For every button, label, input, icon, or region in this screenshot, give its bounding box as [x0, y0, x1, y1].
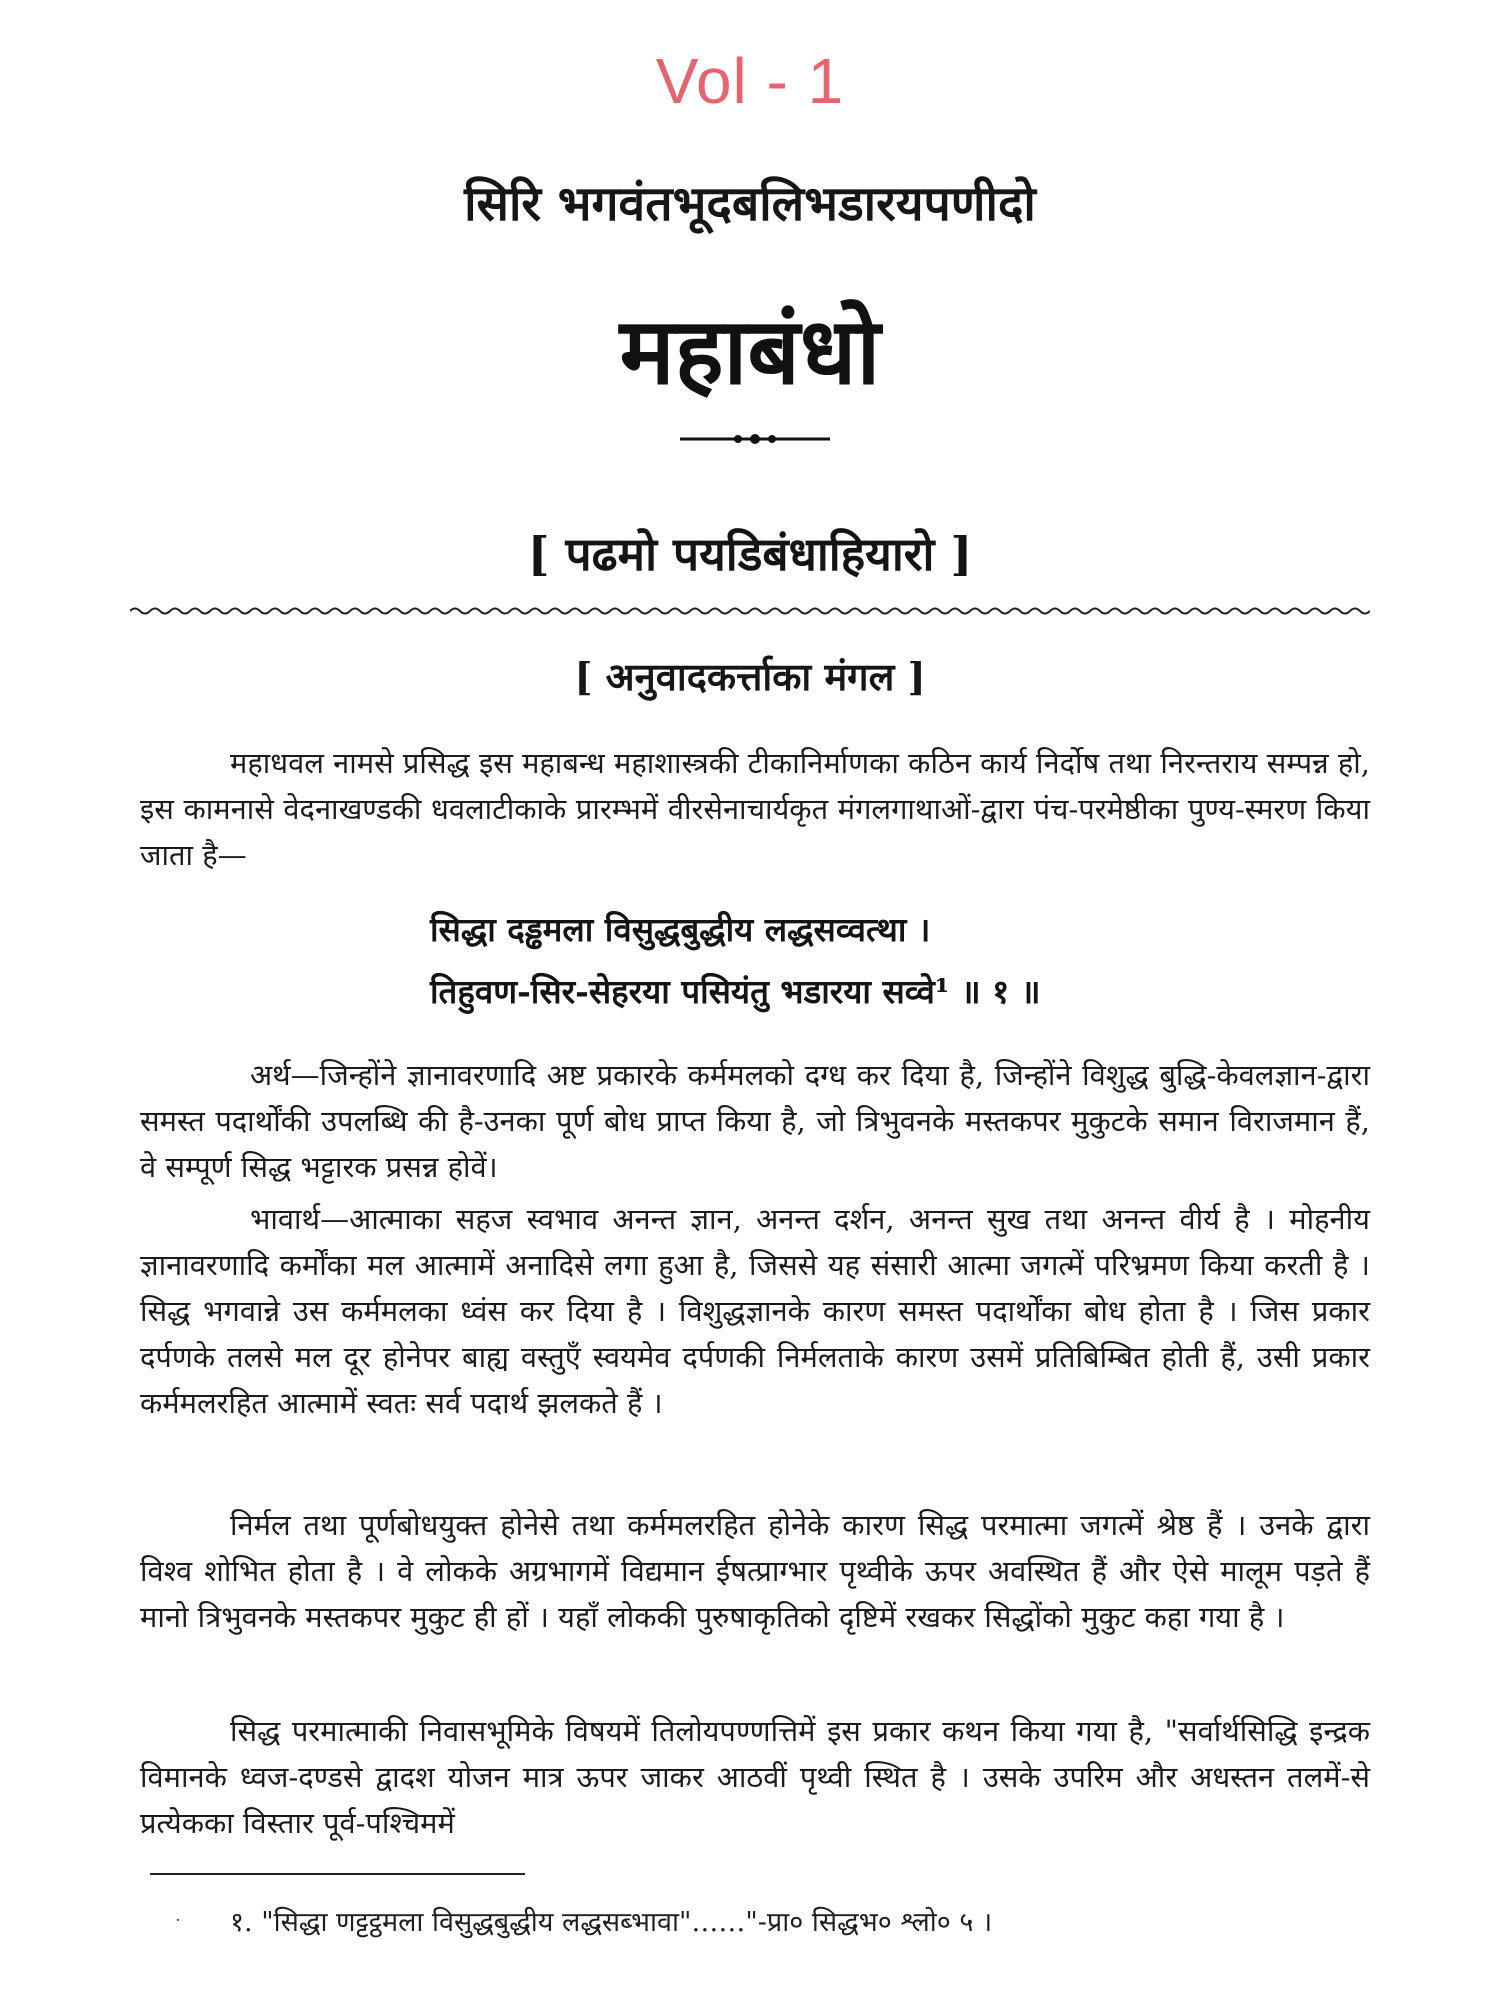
section-heading: [ अनुवादकर्त्ताका मंगल ] [574, 654, 926, 699]
chapter-heading: [ पढमो पयडिबंधाहियारो ] [527, 527, 973, 581]
verse-line-1: सिद्धा दड्ढमला विसुद्धबुद्धीय लद्धसव्वत्था । [430, 910, 931, 949]
book-title: महाबंधो [619, 297, 881, 405]
body-paragraph-siddh: सिद्ध परमात्माकी निवासभूमिके विषयमें तिलोयपण्णत्तिमें इस प्रकार कथन किया गया है, "सर्वार्थसिद्धि इन्द्रक विमानके ध्वज-दण्डसे द्वादश योजन मात्र ऊपर जाकर आठवीं पृथ्वी स्थित है । उसके उपरिम और अधस्तन तलमें-से प्रत्येकका विस्तार पूर्व-पश्चिममें [140, 1714, 1370, 1840]
footnote: १. "सिद्धा णट्टट्ठमला विसुद्धबुद्धीय लद्धसब्भावा"……"-प्रा० सिद्धभ० श्लो० ५ । [230, 1907, 993, 1938]
volume-label: Vol - 1 [655, 45, 845, 117]
scan-speck: · [175, 1910, 181, 1931]
body-paragraph-nirmal: निर्मल तथा पूर्णबोधयुक्त होनेसे तथा कर्ममलरहित होनेके कारण सिद्ध परमात्मा जगत्में श्रेष्ठ हैं । उनके द्वारा विश्व शोभित होता है । वे लोकके अग्रभागमें विद्यमान ईषत्प्राग्भार पृथ्वीके ऊपर अवस्थित हैं और ऐसे मालूम पड़ते हैं मानो त्रिभुवनके मस्तकपर मुकुट ही हों । यहाँ लोककी पुरुषाकृतिको दृष्टिमें रखकर सिद्धोंको मुकुट कहा गया है । [140, 1508, 1370, 1634]
ornament-divider [680, 432, 830, 446]
book-subtitle: सिरि भगवंतभूदबलिभडारयपणीदो [464, 176, 1036, 232]
intro-paragraph: महाधवल नामसे प्रसिद्ध इस महाबन्ध महाशास्त्रकी टीकानिर्माणका कठिन कार्य निर्दोष तथा निरन्तराय सम्पन्न हो, इस कामनासे वेदनाखण्डकी धवलाटीकाके प्रारम्भमें वीरसेनाचार्यकृत मंगलगाथाओं-द्वारा पंच-परमेष्ठीका पुण्य-स्मरण किया जाता है— [140, 746, 1370, 872]
meaning-paragraph: अर्थ—जिन्होंने ज्ञानावरणादि अष्ट प्रकारके कर्ममलको दग्ध कर दिया है, जिन्होंने विशुद्ध बुद्धि-केवलज्ञान-द्वारा समस्त पदार्थोंकी उपलब्धि की है-उनका पूर्ण बोध प्राप्त किया है, जो त्रिभुवनके मस्तकपर मुकुटके समान विराजमान हैं, वे सम्पूर्ण सिद्ध भट्टारक प्रसन्न होवें। [140, 1058, 1370, 1184]
explanation-paragraph: भावार्थ—आत्माका सहज स्वभाव अनन्त ज्ञान, अनन्त दर्शन, अनन्त सुख तथा अनन्त वीर्य है । मोहनीय ज्ञानावरणादि कर्मोंका मल आत्मामें अनादिसे लगा हुआ है, जिससे यह संसारी आत्मा जगत्में परिभ्रमण किया करती है । सिद्ध भगवान्ने उस कर्ममलका ध्वंस कर दिया है । विशुद्धज्ञानके कारण समस्त पदार्थोंका बोध होता है । जिस प्रकार दर्पणके तलसे मल दूर होनेपर बाह्य वस्तुएँ स्वयमेव दर्पणकी निर्मलताके कारण उसमें प्रतिबिम्बित होती हैं, उसी प्रकार कर्ममलरहित आत्मामें स्वतः सर्व पदार्थ झलकते हैं । [140, 1202, 1370, 1420]
wavy-divider [130, 604, 1370, 618]
verse-line-2: तिहुवण-सिर-सेहरया पसियंतु भडारया सव्वे¹ ॥ १ ॥ [430, 972, 1041, 1011]
footnote-divider [150, 1873, 525, 1875]
